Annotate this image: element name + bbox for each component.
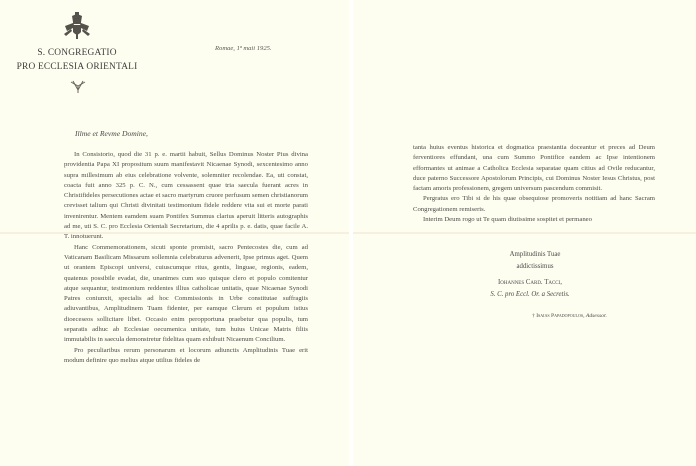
papal-coat-of-arms-icon — [62, 12, 92, 40]
assessor-signature — [532, 313, 607, 319]
paragraph: tanta huius eventus historica et dogmatica praestantia doceantur et preces ad Deum ferventiores effundant, una cum Summo Pontifice eandem ac Ipse intentionem efformantes ut animae a Catholica Ecclesia separatae quam citius ad Ovile reducantur, duce paterno Successore Apostolorum Principis, cui Dominus Noster Iesus Christus, post factam amoris professionem, gregem universum pascendum commisit. — [413, 144, 655, 193]
assessor-role: Adsessor. — [585, 313, 607, 319]
letter-body-right — [413, 143, 655, 225]
letter-date: Romae, 1ª maii 1925. — [215, 45, 272, 52]
paragraph: Pro peculiaribus rerum personarum et locorum adiunctis Amplitudinis Tuae erit modum definire quo melius atque utilius fideles de — [64, 346, 308, 364]
letter-body-left — [64, 150, 308, 366]
letterhead-line-1: S. CONGREGATIO — [37, 48, 117, 58]
signatory-title: S. C. pro Eccl. Or. a Secretis. — [490, 291, 570, 298]
closing-line-2: addictissimus — [516, 263, 554, 270]
assessor-name: † Isaias Papadopoulos, — [532, 313, 585, 319]
signatory-name: Iohannes Card. Tacci, — [497, 279, 562, 286]
paragraph: Pergratus ero Tibi si de his quae obsequiose promoveris notitiam ad hanc Sacram Congregationem remiseris. — [413, 195, 655, 213]
monogram-emblem-icon — [70, 80, 86, 94]
paper-fold-line — [353, 232, 696, 234]
paragraph: In Consistorio, quod die 31 p. e. martii habuit, Sellus Dominus Noster Pius divina providentia Papa XI propositum suum manifestavit Nicaenae Synodi, sexcentesimo anno supra millesimum ab eius celebratione volvente, solemniter recolendae. Ea, uti constat, coacta fuit anno 325 p. C. N., cum cessassent quae tria saecula fuerant acres in Christifideles persecutiones actae et sacro martyrum cruore perfusum semen christianorum crevisset talium qui Christi divinitati testimonium fidele reddere vita sui et morte parati invenirentur. Mentem eamdem suam Pontifex Summus clarius aperuit litteris autographis ad me, uti S. C. pro Ecclesia Orientali Secretarium, die 4 aprilis p. e. datis, quae facile A. T. innotuerunt. — [64, 151, 308, 241]
letter-page-right — [353, 0, 696, 466]
paragraph: Hanc Commemorationem, sicuti sponte promisit, sacro Pentecostes die, cum ad Vaticanam Basilicam Missarum sollemnia celebraturus advenerit, Ipse primus aget. Quem ut orantem Episcopi universi, cuiuscumque ritus, gentis, linguae, regionis, eadem, quatenus possibile evadat, die, unanimes cum suo quisque clero et populo comitentur atque sequantur, testimonium reddentes illius catholicae unitatis, quae Nicaenae Synodi Patres coniunxit, specialis ad hoc Commissionis in Urbe constitutae suffragiis adiuvantibus, Amplitudinem Tuam fidenter, per eamque Clerum et populum istius dioeceseos sollicitare libet. Occasio enim peropportuna praebetur qua populis, tum separatis adhuc ab Ecclesiae oecumenica unitate, tum huius Unicae Matris filiis immutabilis in saecula demonstretur fidelitas quam exhibuit Nicaenum Concilium. — [64, 243, 308, 344]
paragraph: Interim Deum rogo ut Te quam diutissime sospitet et permaneo — [423, 216, 592, 224]
letterhead-line-2: PRO ECCLESIA ORIENTALI — [16, 62, 138, 72]
salutation: Illme et Revme Domine, — [75, 129, 148, 138]
closing-line-1: Amplitudinis Tuae — [509, 251, 561, 258]
